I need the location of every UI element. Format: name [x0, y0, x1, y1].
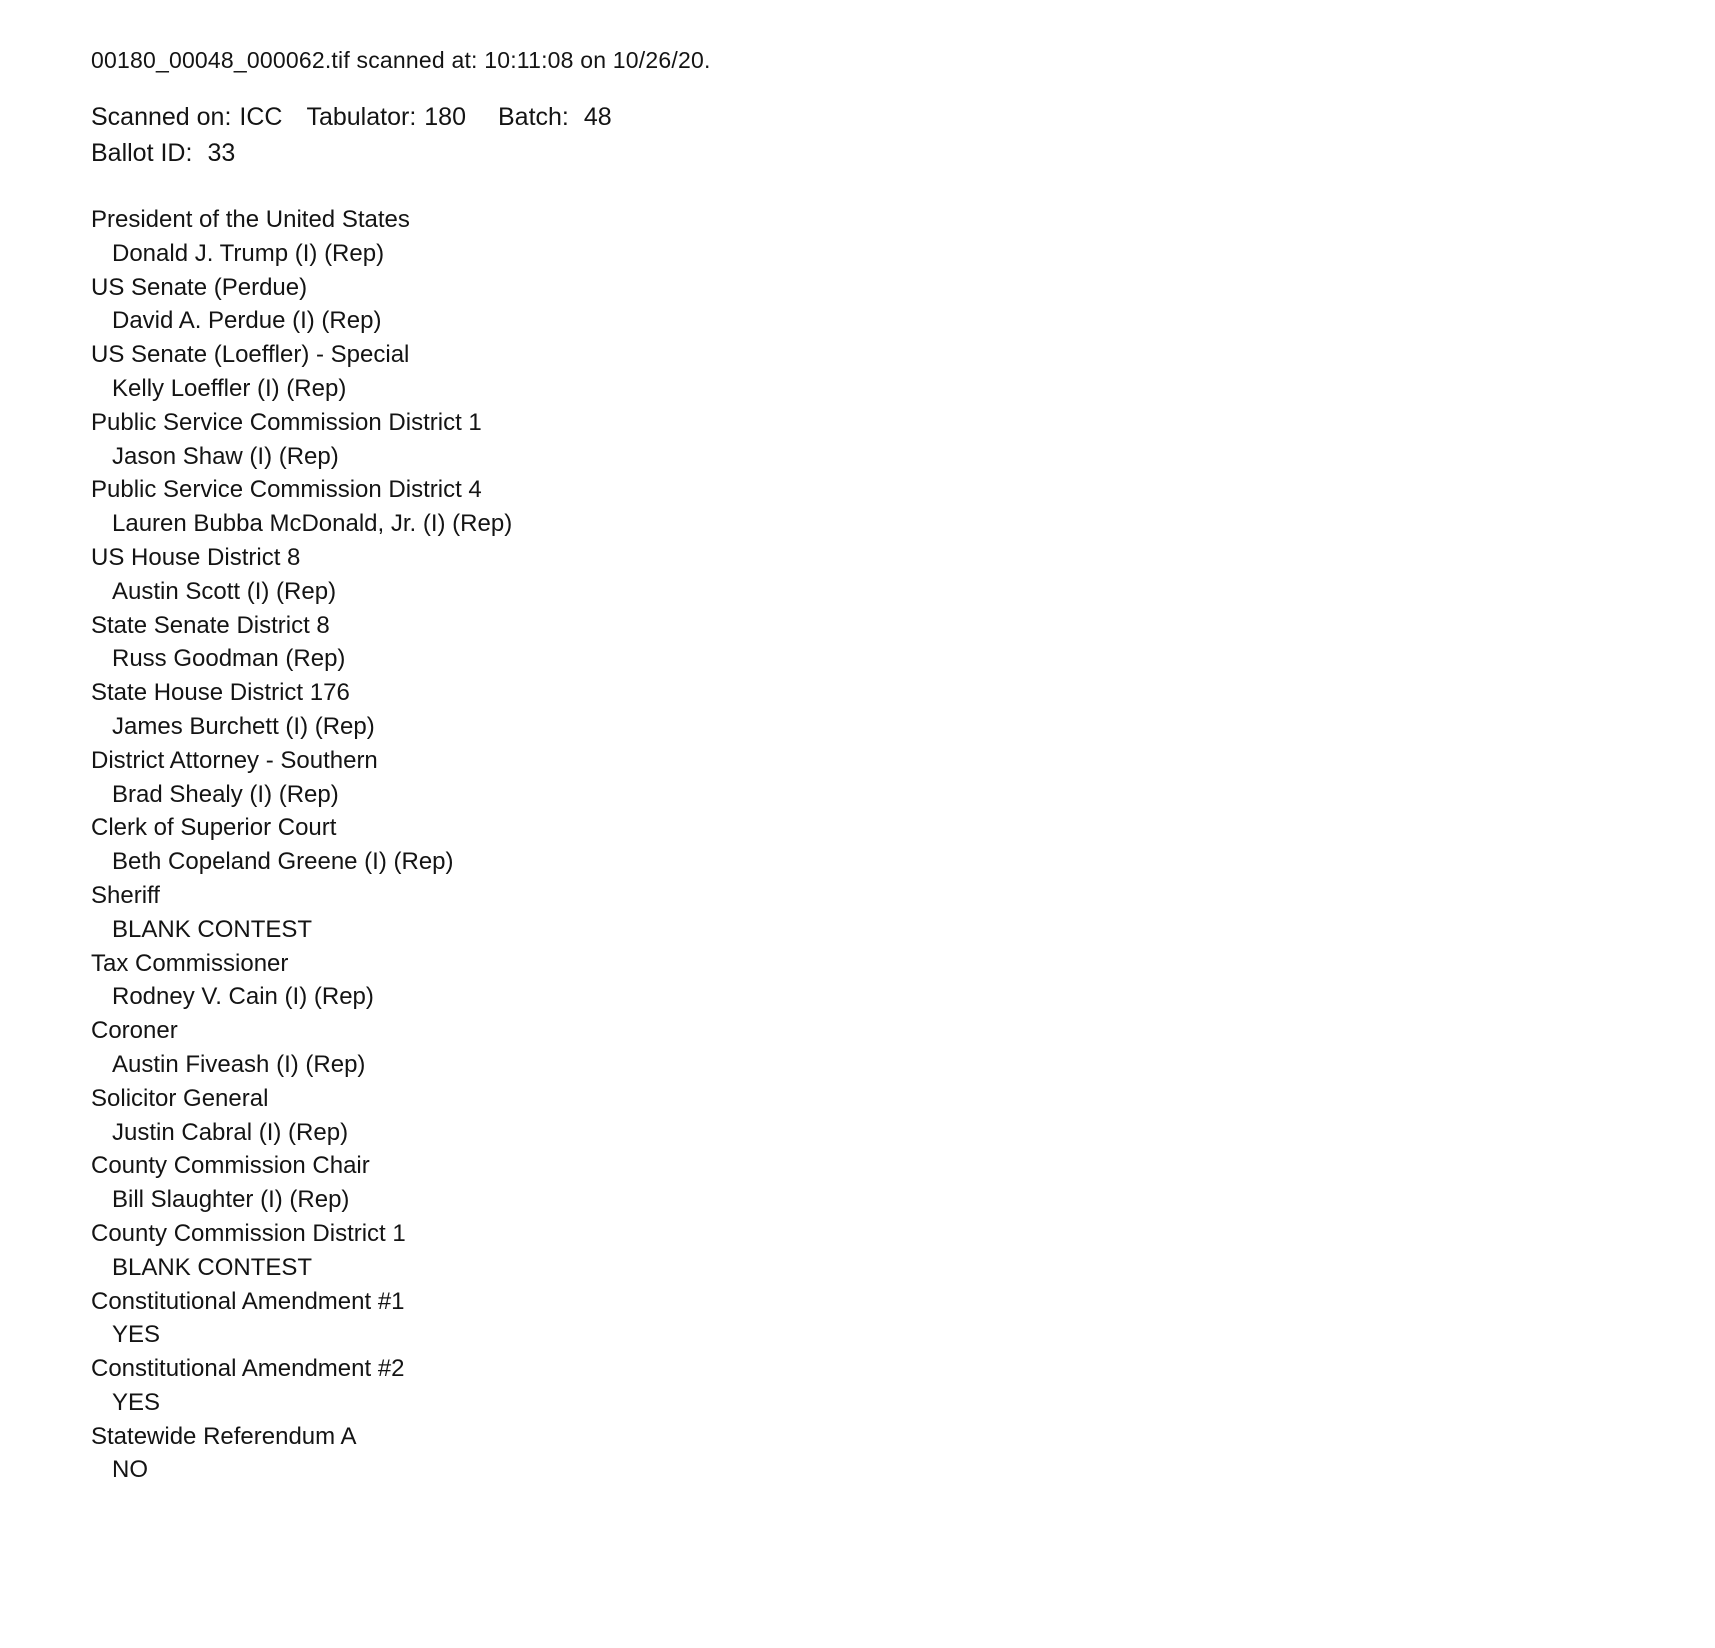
contest-title: US Senate (Loeffler) - Special [91, 341, 410, 369]
contest-title: US Senate (Perdue) [91, 273, 308, 301]
contest-row [91, 609, 1675, 677]
contest-row [91, 271, 1675, 339]
contest-row [91, 1149, 1675, 1217]
ballot-id-value: 33 [207, 139, 236, 167]
contest-title: President of the United States [91, 206, 410, 233]
contest-title: County Commission Chair [91, 1152, 370, 1180]
contest-selection: Lauren Bubba McDonald, Jr. (I) (Rep) [112, 510, 513, 538]
contest-title: Tax Commissioner [91, 949, 289, 977]
contest-row [91, 1014, 1675, 1082]
contest-selection: Austin Fiveash (I) (Rep) [112, 1050, 366, 1078]
contest-row [91, 811, 1675, 879]
contest-selection: Russ Goodman (Rep) [112, 645, 346, 673]
contest-selection: YES [112, 1388, 161, 1416]
contest-row [91, 473, 1675, 541]
contest-row [91, 338, 1675, 406]
contest-selection: NO [112, 1456, 148, 1484]
contest-title: US House District 8 [91, 543, 301, 571]
contest-selection: Jason Shaw (I) (Rep) [112, 442, 339, 470]
contest-selection: Brad Shealy (I) (Rep) [112, 780, 339, 808]
scanned-on-label: Scanned on: [91, 103, 232, 131]
contest-title: Public Service Commission District 4 [91, 476, 482, 504]
contest-title: Constitutional Amendment #1 [91, 1287, 405, 1315]
contest-title: Coroner [91, 1017, 178, 1045]
ballot-id-line [91, 136, 1675, 170]
contest-row [91, 541, 1675, 609]
contest-row [91, 203, 1675, 271]
contest-title: District Attorney - Southern [91, 746, 378, 774]
contest-results-list [91, 203, 1675, 1487]
contest-selection: Donald J. Trump (I) (Rep) [112, 239, 385, 267]
contest-selection: Kelly Loeffler (I) (Rep) [112, 374, 347, 402]
batch-value: 48 [583, 103, 612, 131]
contest-selection: Bill Slaughter (I) (Rep) [112, 1186, 350, 1214]
contest-title: Sheriff [91, 881, 160, 909]
contest-row [91, 1082, 1675, 1150]
contest-row [91, 947, 1675, 1015]
contest-title: Constitutional Amendment #2 [91, 1355, 405, 1383]
contest-selection: David A. Perdue (I) (Rep) [112, 307, 382, 335]
contest-row [91, 676, 1675, 744]
contest-selection: YES [112, 1321, 161, 1349]
contest-selection: Beth Copeland Greene (I) (Rep) [112, 848, 454, 876]
contest-selection: Justin Cabral (I) (Rep) [112, 1118, 349, 1146]
scan-filename-line: 00180_00048_000062.tif scanned at: 10:11:08 on 10/26/20. [91, 47, 711, 73]
contest-row [91, 1352, 1675, 1420]
contest-row [91, 1285, 1675, 1353]
tabulator-label: Tabulator: [306, 103, 417, 131]
batch-group [466, 103, 612, 131]
contest-title: Public Service Commission District 1 [91, 408, 482, 436]
contest-row [91, 406, 1675, 474]
contest-title: Solicitor General [91, 1084, 269, 1112]
scanned-on-value: ICC [239, 103, 283, 131]
tabulator-group [282, 103, 466, 131]
contest-row [91, 1217, 1675, 1285]
contest-title: State Senate District 8 [91, 611, 330, 639]
scan-meta-block [91, 100, 1675, 170]
contest-selection: Austin Scott (I) (Rep) [112, 577, 337, 605]
contest-selection: BLANK CONTEST [112, 1253, 313, 1281]
tabulator-value: 180 [424, 103, 466, 131]
contest-title: Clerk of Superior Court [91, 814, 337, 842]
contest-title: State House District 176 [91, 679, 350, 707]
contest-title: Statewide Referendum A [91, 1422, 357, 1450]
scanner-info-line [91, 100, 1675, 134]
contest-selection: James Burchett (I) (Rep) [112, 712, 375, 740]
contest-row [91, 1420, 1675, 1488]
scanned-on-group [91, 103, 282, 131]
contest-row [91, 879, 1675, 947]
contest-selection: Rodney V. Cain (I) (Rep) [112, 983, 374, 1011]
contest-row [91, 744, 1675, 812]
batch-label: Batch: [497, 103, 569, 131]
contest-selection: BLANK CONTEST [112, 915, 313, 943]
ballot-id-label: Ballot ID: [91, 139, 193, 167]
contest-title: County Commission District 1 [91, 1219, 406, 1247]
